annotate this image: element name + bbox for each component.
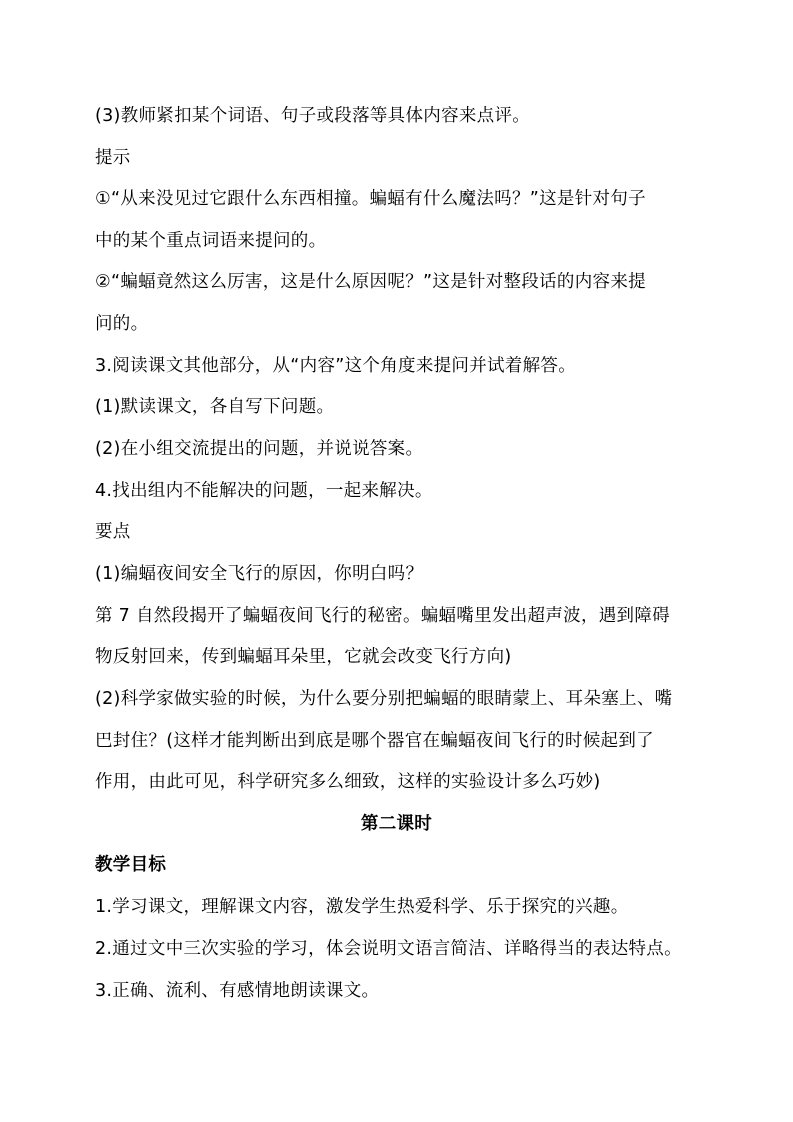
paragraph-line: 3.阅读课文其他部分，从“内容”这个角度来提问并试着解答。 xyxy=(95,356,577,376)
paragraph-line: 问的。 xyxy=(95,314,149,334)
paragraph-line: ①“从来没见过它跟什么东西相撞。蝙蝠有什么魔法吗？”这是针对句子 xyxy=(95,189,646,209)
paragraph-line: 巴封住？(这样才能判断出到底是哪个器官在蝙蝠夜间飞行的时候起到了 xyxy=(95,731,654,751)
paragraph-line: 作用，由此可见，科学研究多么细致，这样的实验设计多么巧妙) xyxy=(95,772,601,792)
paragraph-line: (1)编蝠夜间安全飞行的原因，你明白吗？ xyxy=(95,564,424,584)
paragraph-line: (3)教师紧扣某个词语、句子或段落等具体内容来点评。 xyxy=(95,106,531,126)
paragraph-line: 物反射回来，传到蝙蝠耳朵里，它就会改变飞行方向) xyxy=(95,647,512,667)
section-title: 第二课时 xyxy=(360,814,433,834)
heading-teaching-goals: 教学目标 xyxy=(95,855,167,875)
goal-item: 2.通过文中三次实验的学习，体会说明文语言简洁、详略得当的表达特点。 xyxy=(95,939,682,959)
goal-item: 1.学习课文，理解课文内容，激发学生热爱科学、乐于探究的兴趣。 xyxy=(95,897,629,917)
paragraph-line: (2)科学家做实验的时候，为什么要分别把蝙蝠的眼睛蒙上、耳朵塞上、嘴 xyxy=(95,689,673,709)
heading-tips: 提示 xyxy=(95,148,131,168)
goal-item: 3.正确、流利、有感情地朗读课文。 xyxy=(95,981,380,1001)
paragraph-line: ②“蝙蝠竟然这么厉害，这是什么原因呢？”这是针对整段话的内容来提 xyxy=(95,272,646,292)
heading-key-points: 要点 xyxy=(95,522,131,542)
paragraph-line: 第 7 自然段揭开了蝙蝠夜间飞行的秘密。蝙蝠嘴里发出超声波，遇到障碍 xyxy=(95,606,670,626)
paragraph-line: (2)在小组交流提出的问题，并说说答案。 xyxy=(95,439,424,459)
paragraph-line: 中的某个重点词语来提问的。 xyxy=(95,231,327,251)
paragraph-line: (1)默读课文，各自写下问题。 xyxy=(95,397,335,417)
paragraph-line: 4.找出组内不能解决的问题，一起来解决。 xyxy=(95,481,433,501)
